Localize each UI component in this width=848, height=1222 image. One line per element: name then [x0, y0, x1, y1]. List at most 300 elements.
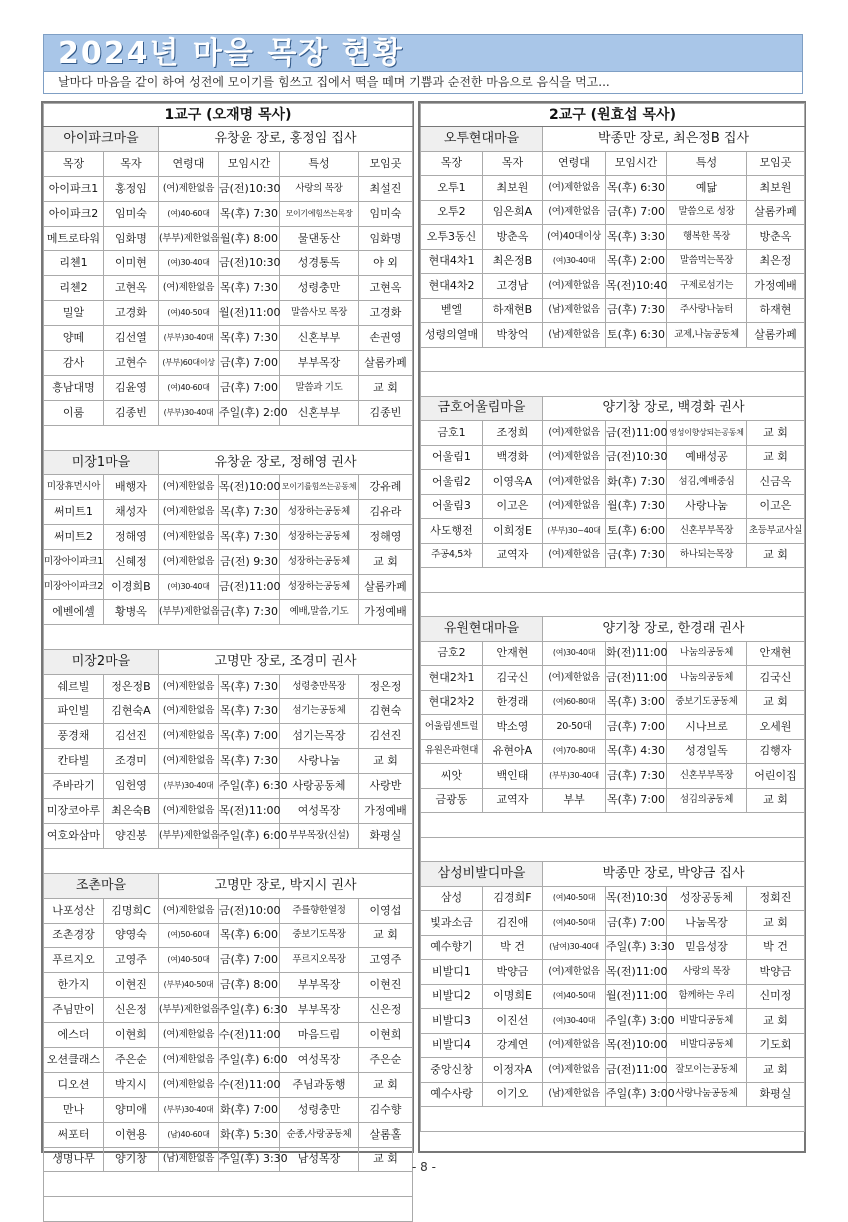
- table-row: [421, 690, 805, 715]
- column-header-row: [44, 151, 413, 176]
- meeting-time: 금(후) 7:30: [219, 599, 280, 624]
- table-row: [44, 525, 413, 550]
- meeting-place: 이현희: [359, 1023, 413, 1048]
- mokjang-name: 양떼: [44, 326, 104, 351]
- characteristic: 비발디공동체: [667, 1033, 747, 1058]
- leader-name: 고현옥: [104, 276, 159, 301]
- mokjang-name: 파인빌: [44, 699, 104, 724]
- leader-name: 한경래: [483, 690, 543, 715]
- age-group: (남)제한없음: [543, 298, 606, 323]
- meeting-time: 화(전)11:00: [606, 641, 667, 666]
- table-row: [44, 475, 413, 500]
- meeting-place: 기도회: [747, 1033, 805, 1058]
- meeting-place: 교 회: [747, 1009, 805, 1034]
- age-group: (여)40-50대: [159, 948, 219, 973]
- mokjang-name: 미장코아루: [44, 799, 104, 824]
- characteristic: 말씀과 기도: [280, 375, 359, 400]
- village-header-row: [421, 396, 805, 421]
- table-row: [421, 225, 805, 250]
- characteristic: 사랑나눔: [280, 749, 359, 774]
- meeting-place: 손권영: [359, 326, 413, 351]
- leader-name: 이고은: [483, 494, 543, 519]
- meeting-place: 신금옥: [747, 470, 805, 495]
- characteristic: 나눔의공동체: [667, 641, 747, 666]
- mokjang-name: 나포성산: [44, 898, 104, 923]
- age-group: (여)제한없음: [159, 724, 219, 749]
- characteristic: 섬김,예배중심: [667, 470, 747, 495]
- spacer-cell: [421, 372, 805, 397]
- leader-name: 김진애: [483, 911, 543, 936]
- characteristic: 시나브로: [667, 715, 747, 740]
- meeting-place: 김현숙: [359, 699, 413, 724]
- page-number: - 8 -: [412, 1160, 436, 1174]
- meeting-place: 고영주: [359, 948, 413, 973]
- village-header-row: [44, 649, 413, 674]
- table-row: [421, 494, 805, 519]
- table-row: [421, 911, 805, 936]
- meeting-place: 야 외: [359, 251, 413, 276]
- age-group: (여)50-60대: [159, 923, 219, 948]
- mokjang-name: 어울림2: [421, 470, 483, 495]
- table-row: [44, 326, 413, 351]
- age-group: (부부)60대이상: [159, 351, 219, 376]
- meeting-time: 목(후) 7:30: [219, 276, 280, 301]
- meeting-time: 목(후) 3:30: [606, 225, 667, 250]
- meeting-time: 목(후) 6:30: [606, 176, 667, 201]
- mokjang-name: 써포터: [44, 1122, 104, 1147]
- leader-name: 고영주: [104, 948, 159, 973]
- mokjang-name: 금호1: [421, 421, 483, 446]
- spacer-row: [44, 624, 413, 649]
- characteristic: 성령충만: [280, 276, 359, 301]
- spacer-row: [421, 592, 805, 617]
- leader-name: 이희정E: [483, 519, 543, 544]
- meeting-place: 김국신: [747, 666, 805, 691]
- mokjang-name: 미장아이파크2: [44, 575, 104, 600]
- meeting-place: 정해영: [359, 525, 413, 550]
- leader-name: 백경화: [483, 445, 543, 470]
- age-group: (여)60-80대: [543, 690, 606, 715]
- mokjang-name: 현대2차1: [421, 666, 483, 691]
- meeting-place: 하재현: [747, 298, 805, 323]
- age-group: (여)제한없음: [159, 500, 219, 525]
- table-row: [44, 1072, 413, 1097]
- mokjang-name: 칸타빌: [44, 749, 104, 774]
- table-row: [44, 1023, 413, 1048]
- leader-name: 교역자: [483, 543, 543, 568]
- mokjang-name: 벧엘: [421, 298, 483, 323]
- mokjang-name: 오투1: [421, 176, 483, 201]
- table-row: [421, 666, 805, 691]
- table-row: [421, 886, 805, 911]
- leader-name: 조경미: [104, 749, 159, 774]
- table-row: [44, 176, 413, 201]
- age-group: (여)40-50대: [543, 886, 606, 911]
- leader-name: 황병옥: [104, 599, 159, 624]
- meeting-time: 금(후) 7:30: [606, 764, 667, 789]
- characteristic: 신혼부부: [280, 400, 359, 425]
- village-header-row: [44, 127, 413, 152]
- characteristic: 성경일독: [667, 739, 747, 764]
- spacer-row: [44, 1197, 413, 1222]
- table-row: [421, 445, 805, 470]
- meeting-place: 교 회: [359, 1147, 413, 1172]
- table-row: [421, 739, 805, 764]
- mokjang-name: 비발디3: [421, 1009, 483, 1034]
- leader-name: 방춘옥: [483, 225, 543, 250]
- meeting-time: 목(후) 7:00: [606, 788, 667, 813]
- mokjang-name: 오션클래스: [44, 1047, 104, 1072]
- leader-name: 최보원: [483, 176, 543, 201]
- spacer-cell: [44, 1172, 413, 1197]
- age-group: (여)제한없음: [159, 1047, 219, 1072]
- meeting-place: 이영섭: [359, 898, 413, 923]
- mokjang-name: 아이파크1: [44, 176, 104, 201]
- mokjang-name: 생명나무: [44, 1147, 104, 1172]
- age-group: (부부)제한없음: [159, 998, 219, 1023]
- table-row: [44, 799, 413, 824]
- table-row: [44, 1047, 413, 1072]
- age-group: (남)제한없음: [159, 1147, 219, 1172]
- leader-name: 채성자: [104, 500, 159, 525]
- village-name: 금호어울림마을: [421, 396, 543, 421]
- meeting-place: 오세원: [747, 715, 805, 740]
- characteristic: 구제로섬기는: [667, 274, 747, 299]
- characteristic: 말씀으로 성장: [667, 200, 747, 225]
- meeting-time: 금(전)10:30: [219, 251, 280, 276]
- age-group: (여)30-40대: [543, 641, 606, 666]
- spacer-row: [44, 848, 413, 873]
- meeting-place: 살롬카페: [747, 323, 805, 348]
- characteristic: 하나되는목장: [667, 543, 747, 568]
- meeting-place: 김유라: [359, 500, 413, 525]
- page-subtitle: 날마다 마음을 같이 하여 성전에 모이기를 힘쓰고 집에서 떡을 떼며 기쁨과 순전한 마음으로 음식을 먹고...: [43, 72, 803, 94]
- age-group: (여)제한없음: [159, 674, 219, 699]
- table-row: [421, 1033, 805, 1058]
- characteristic: 예닮: [667, 176, 747, 201]
- characteristic: 주님과동행: [280, 1072, 359, 1097]
- characteristic: 성장하는공동체: [280, 500, 359, 525]
- meeting-time: 목(후) 6:00: [219, 923, 280, 948]
- leader-name: 정해영: [104, 525, 159, 550]
- column-header: 특성: [280, 151, 359, 176]
- meeting-place: 강유례: [359, 475, 413, 500]
- table-row: [44, 201, 413, 226]
- characteristic: 여성목장: [280, 1047, 359, 1072]
- district-2-panel: [418, 101, 806, 1153]
- meeting-time: 목(후) 7:30: [219, 674, 280, 699]
- age-group: (여)제한없음: [159, 276, 219, 301]
- table-row: [44, 774, 413, 799]
- table-row: [44, 948, 413, 973]
- leader-name: 박창억: [483, 323, 543, 348]
- mokjang-name: 어울림1: [421, 445, 483, 470]
- meeting-place: 김수향: [359, 1097, 413, 1122]
- leader-name: 이현희: [104, 1023, 159, 1048]
- leader-name: 임미숙: [104, 201, 159, 226]
- characteristic: 함께하는 우리: [667, 984, 747, 1009]
- meeting-place: 교 회: [747, 911, 805, 936]
- age-group: (여)30-40대: [543, 1009, 606, 1034]
- column-header: 모임곳: [747, 151, 805, 176]
- meeting-place: 안재현: [747, 641, 805, 666]
- age-group: (부부)30-40대: [159, 1097, 219, 1122]
- spacer-cell: [421, 568, 805, 593]
- mokjang-name: 흥남대명: [44, 375, 104, 400]
- characteristic: 주를향한열정: [280, 898, 359, 923]
- leader-name: 유현아A: [483, 739, 543, 764]
- table-row: [44, 301, 413, 326]
- panel-title-row: [421, 104, 805, 127]
- column-header: 목자: [104, 151, 159, 176]
- meeting-time: 목(후) 3:00: [606, 690, 667, 715]
- meeting-time: 목(후) 2:00: [606, 249, 667, 274]
- table-row: [44, 1097, 413, 1122]
- characteristic: 사랑의 목장: [667, 960, 747, 985]
- characteristic: 성장하는공동체: [280, 575, 359, 600]
- leader-name: 주은순: [104, 1047, 159, 1072]
- meeting-time: 주일(후) 6:30: [219, 774, 280, 799]
- meeting-time: 금(후) 8:00: [219, 973, 280, 998]
- mokjang-name: 비발디4: [421, 1033, 483, 1058]
- mokjang-name: 어울림3: [421, 494, 483, 519]
- meeting-place: 교 회: [359, 550, 413, 575]
- leader-name: 홍정임: [104, 176, 159, 201]
- mokjang-name: 이룸: [44, 400, 104, 425]
- age-group: (여)40-50대: [159, 301, 219, 326]
- leader-name: 양진봉: [104, 823, 159, 848]
- table-row: [44, 998, 413, 1023]
- age-group: (여)40대이상: [543, 225, 606, 250]
- meeting-place: 교 회: [359, 923, 413, 948]
- column-header: 연령대: [159, 151, 219, 176]
- meeting-place: 교 회: [747, 543, 805, 568]
- age-group: (부부)30-40대: [159, 326, 219, 351]
- meeting-place: 박양금: [747, 960, 805, 985]
- column-header: 모임시간: [219, 151, 280, 176]
- meeting-time: 목(전)11:00: [606, 960, 667, 985]
- village-leaders: 고명만 장로, 박지시 권사: [159, 873, 413, 898]
- age-group: (여)제한없음: [159, 475, 219, 500]
- meeting-place: 김행자: [747, 739, 805, 764]
- meeting-place: 정회진: [747, 886, 805, 911]
- characteristic: 부부목장(신설): [280, 823, 359, 848]
- mokjang-name: 에벤에셀: [44, 599, 104, 624]
- table-row: [44, 973, 413, 998]
- characteristic: 섬김의공동체: [667, 788, 747, 813]
- age-group: (여)제한없음: [543, 274, 606, 299]
- age-group: (남)제한없음: [543, 1082, 606, 1107]
- mokjang-name: 풍경채: [44, 724, 104, 749]
- mokjang-name: 비발디1: [421, 960, 483, 985]
- age-group: (부부)30-40대: [159, 400, 219, 425]
- mokjang-name: 비발디2: [421, 984, 483, 1009]
- village-name: 오투현대마을: [421, 127, 543, 152]
- spacer-cell: [421, 837, 805, 862]
- meeting-time: 금(후) 7:00: [219, 948, 280, 973]
- age-group: (여)제한없음: [159, 749, 219, 774]
- leader-name: 안재현: [483, 641, 543, 666]
- table-row: [421, 1009, 805, 1034]
- village-leaders: 유창윤 장로, 홍정임 집사: [159, 127, 413, 152]
- age-group: (여)제한없음: [543, 666, 606, 691]
- meeting-time: 토(후) 6:30: [606, 323, 667, 348]
- meeting-place: 주은순: [359, 1047, 413, 1072]
- age-group: (여)70-80대: [543, 739, 606, 764]
- characteristic: 중보기도목장: [280, 923, 359, 948]
- age-group: 20-50대: [543, 715, 606, 740]
- characteristic: 성장하는공동체: [280, 550, 359, 575]
- leader-name: 강계연: [483, 1033, 543, 1058]
- meeting-time: 주일(후) 6:00: [219, 1047, 280, 1072]
- village-name: 조촌마을: [44, 873, 159, 898]
- mokjang-name: 사도행전: [421, 519, 483, 544]
- meeting-time: 목(후) 7:00: [219, 724, 280, 749]
- meeting-time: 금(전)10:30: [606, 445, 667, 470]
- characteristic: 영성이향상되는공동체: [667, 421, 747, 446]
- characteristic: 푸르지오목장: [280, 948, 359, 973]
- age-group: (여)제한없음: [543, 200, 606, 225]
- spacer-cell: [421, 592, 805, 617]
- leader-name: 양기창: [104, 1147, 159, 1172]
- characteristic: 성경통독: [280, 251, 359, 276]
- age-group: (여)제한없음: [543, 445, 606, 470]
- meeting-place: 정은정: [359, 674, 413, 699]
- leader-name: 이미현: [104, 251, 159, 276]
- district-1-panel: [41, 101, 414, 1166]
- age-group: (여)제한없음: [159, 525, 219, 550]
- spacer-row: [421, 372, 805, 397]
- leader-name: 조정희: [483, 421, 543, 446]
- meeting-time: 금(전)10:00: [219, 898, 280, 923]
- meeting-place: 가정예배: [747, 274, 805, 299]
- characteristic: 행복한 목장: [667, 225, 747, 250]
- table-row: [44, 351, 413, 376]
- meeting-time: 토(후) 6:00: [606, 519, 667, 544]
- age-group: (여)40-60대: [159, 201, 219, 226]
- mokjang-name: 주님만이: [44, 998, 104, 1023]
- meeting-time: 목(전)10:40: [606, 274, 667, 299]
- spacer-cell: [44, 1197, 413, 1222]
- meeting-time: 금(전)11:00: [219, 575, 280, 600]
- age-group: (여)제한없음: [159, 1072, 219, 1097]
- table-row: [421, 519, 805, 544]
- characteristic: 모이기에힘쓰는목장: [280, 201, 359, 226]
- mokjang-name: 디오션: [44, 1072, 104, 1097]
- table-row: [421, 960, 805, 985]
- leader-name: 이경희B: [104, 575, 159, 600]
- table-row: [44, 500, 413, 525]
- age-group: (여)제한없음: [159, 699, 219, 724]
- meeting-time: 금(후) 7:00: [606, 200, 667, 225]
- age-group: (부부)30-40대: [159, 774, 219, 799]
- mokjang-name: 현대4차2: [421, 274, 483, 299]
- village-leaders: 양기창 장로, 한경래 권사: [543, 617, 805, 642]
- village-leaders: 박종만 장로, 최은정B 집사: [543, 127, 805, 152]
- leader-name: 이영옥A: [483, 470, 543, 495]
- meeting-time: 금(후) 7:00: [219, 351, 280, 376]
- meeting-place: 신미정: [747, 984, 805, 1009]
- leader-name: 김현숙A: [104, 699, 159, 724]
- age-group: (여)제한없음: [543, 1058, 606, 1083]
- meeting-time: 금(후) 7:30: [606, 298, 667, 323]
- characteristic: 신혼부부목장: [667, 764, 747, 789]
- table-row: [421, 935, 805, 960]
- mokjang-name: 아이파크2: [44, 201, 104, 226]
- spacer-cell: [44, 425, 413, 450]
- meeting-place: 고현옥: [359, 276, 413, 301]
- meeting-time: 금(후) 7:00: [219, 375, 280, 400]
- characteristic: 신혼부부목장: [667, 519, 747, 544]
- table-row: [44, 699, 413, 724]
- village-leaders: 양기창 장로, 백경화 권사: [543, 396, 805, 421]
- spacer-cell: [421, 813, 805, 838]
- table-row: [44, 375, 413, 400]
- meeting-place: 초등부교사실: [747, 519, 805, 544]
- leader-name: 김선진: [104, 724, 159, 749]
- age-group: (여)제한없음: [543, 960, 606, 985]
- leader-name: 이현진: [104, 973, 159, 998]
- spacer-row: [421, 837, 805, 862]
- meeting-time: 목(전)10:30: [606, 886, 667, 911]
- leader-name: 김명희C: [104, 898, 159, 923]
- table-row: [421, 470, 805, 495]
- meeting-place: 교 회: [747, 788, 805, 813]
- age-group: (여)제한없음: [543, 494, 606, 519]
- table-row: [421, 249, 805, 274]
- leader-name: 이명희E: [483, 984, 543, 1009]
- village-name: 유원현대마을: [421, 617, 543, 642]
- leader-name: 고경남: [483, 274, 543, 299]
- mokjang-name: 중앙신창: [421, 1058, 483, 1083]
- mokjang-name: 유원은파현대: [421, 739, 483, 764]
- meeting-time: 주일(후) 3:30: [606, 935, 667, 960]
- mokjang-name: 쉐르빌: [44, 674, 104, 699]
- leader-name: 박소영: [483, 715, 543, 740]
- meeting-time: 주일(후) 3:00: [606, 1082, 667, 1107]
- characteristic: 신혼부부: [280, 326, 359, 351]
- leader-name: 김종빈: [104, 400, 159, 425]
- characteristic: 교제,나눔공동체: [667, 323, 747, 348]
- meeting-place: 교 회: [747, 445, 805, 470]
- table-row: [44, 1122, 413, 1147]
- characteristic: 주사랑나눔터: [667, 298, 747, 323]
- table-row: [44, 575, 413, 600]
- mokjang-name: 현대4차1: [421, 249, 483, 274]
- village-leaders: 박종만 장로, 박양금 집사: [543, 862, 805, 887]
- village-table: [43, 103, 413, 1222]
- leader-name: 임화명: [104, 226, 159, 251]
- table-row: [421, 323, 805, 348]
- characteristic: 마음드림: [280, 1023, 359, 1048]
- village-header-row: [421, 862, 805, 887]
- village-table: [420, 103, 805, 1132]
- table-row: [44, 276, 413, 301]
- column-header: 특성: [667, 151, 747, 176]
- spacer-cell: [421, 1107, 805, 1132]
- age-group: (여)제한없음: [543, 470, 606, 495]
- leader-name: 임헌영: [104, 774, 159, 799]
- meeting-time: 화(후) 7:00: [219, 1097, 280, 1122]
- meeting-place: 교 회: [359, 749, 413, 774]
- meeting-place: 살롬카페: [359, 575, 413, 600]
- meeting-place: 이현진: [359, 973, 413, 998]
- mokjang-name: 성령의열매: [421, 323, 483, 348]
- table-row: [421, 1058, 805, 1083]
- leader-name: 김선열: [104, 326, 159, 351]
- mokjang-name: 여호와삼마: [44, 823, 104, 848]
- leader-name: 백인태: [483, 764, 543, 789]
